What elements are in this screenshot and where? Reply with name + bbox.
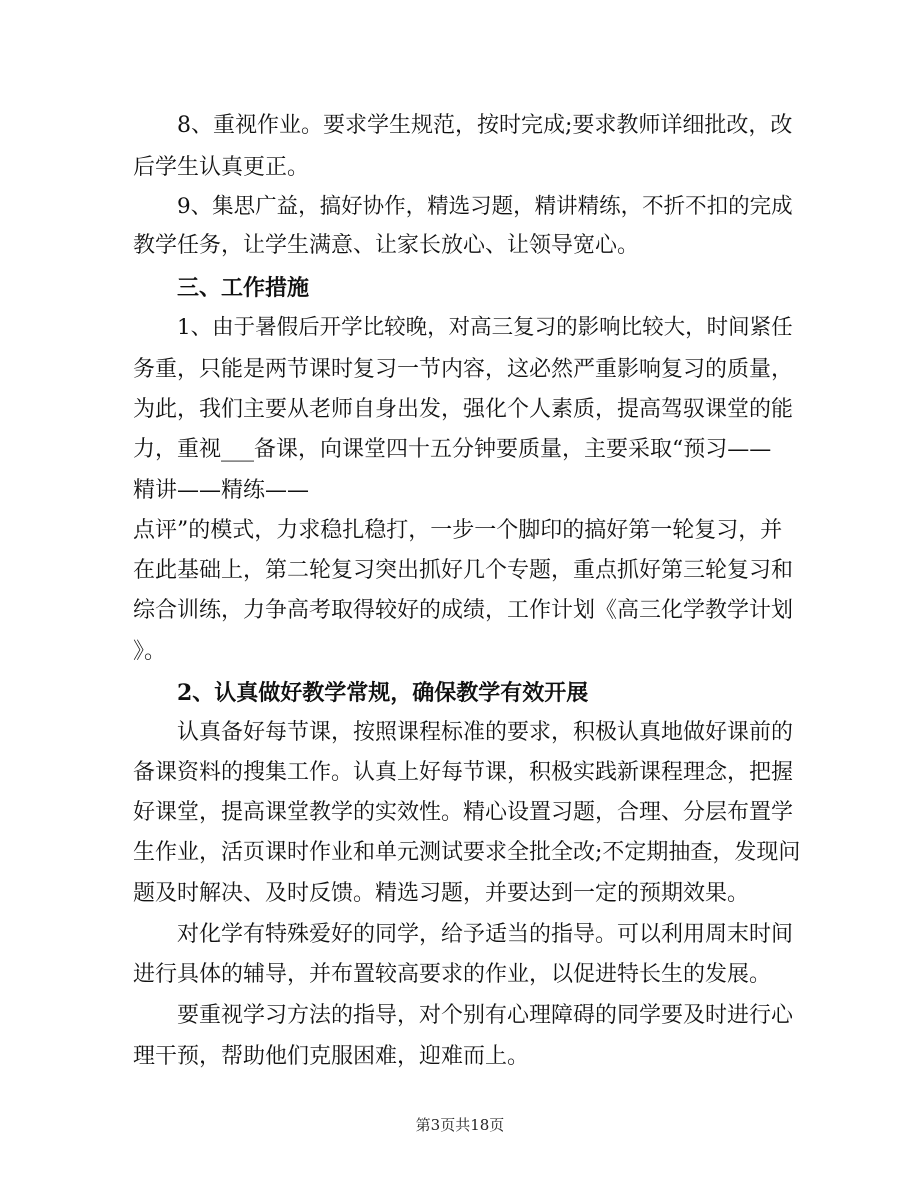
paragraph-line: 1、由于暑假后开学比较晚，对高三复习的影响比较大，时间紧任: [177, 315, 793, 340]
paragraph-line: 生作业，活页课时作业和单元测试要求全批全改;不定期抽查，发现问: [133, 840, 801, 865]
paragraph-line: 后学生认真更正。: [133, 155, 310, 180]
paragraph-line: 务重，只能是两节课时复习一节内容，这必然严重影响复习的质量，: [133, 357, 794, 382]
paragraph-line: 备课资料的搜集工作。认真上好每节课，积极实践新课程理念，把握: [133, 760, 794, 785]
paragraph-line: 综合训练，力争高考取得较好的成绩，工作计划《高三化学教学计划: [133, 598, 794, 623]
paragraph-line: 为此，我们主要从老师自身出发，强化个人素质，提高驾驭课堂的能: [133, 397, 794, 422]
paragraph-line: 9、集思广益，搞好协作，精选习题，精讲精练，不折不扣的完成: [177, 194, 793, 219]
paragraph-line: 点评”的模式，力求稳扎稳打，一步一个脚印的搞好第一轮复习，并: [133, 518, 783, 543]
paragraph-line: 好课堂，提高课堂教学的实效性。精心设置习题，合理、分层布置学: [133, 800, 794, 825]
paragraph-line: 教学任务，让学生满意、让家长放心、让领导宽心。: [133, 233, 640, 258]
paragraph-line: 题及时解决、及时反馈。精选习题，并要达到一定的预期效果。: [133, 881, 750, 906]
page-number: 第3页共18页: [415, 1116, 505, 1134]
paragraph-line: 精讲——精练——: [133, 478, 310, 503]
paragraph-line: 理干预，帮助他们克服困难，迎难而上。: [133, 1044, 530, 1069]
paragraph-line: 要重视学习方法的指导，对个别有心理障碍的同学要及时进行心: [177, 1003, 794, 1028]
paragraph-line: 认真备好每节课，按照课程标准的要求，积极认真地做好课前的: [177, 720, 794, 745]
paragraph-line: 8、重视作业。要求学生规范，按时完成;要求教师详细批改，改: [177, 113, 793, 138]
paragraph-line: 力，重视___备课，向课堂四十五分钟要质量，主要采取“预习——: [133, 437, 772, 462]
paragraph-line: 》。: [133, 639, 167, 664]
section-heading: 三、工作措施: [177, 275, 310, 301]
paragraph-line: 在此基础上，第二轮复习突出抓好几个专题，重点抓好第三轮复习和: [133, 558, 794, 583]
paragraph-line: 进行具体的辅导，并布置较高要求的作业，以促进特长生的发展。: [133, 962, 772, 987]
subsection-heading: 2、认真做好教学常规，确保教学有效开展: [177, 680, 589, 706]
paragraph-line: 对化学有特殊爱好的同学，给予适当的指导。可以利用周末时间: [177, 922, 794, 947]
